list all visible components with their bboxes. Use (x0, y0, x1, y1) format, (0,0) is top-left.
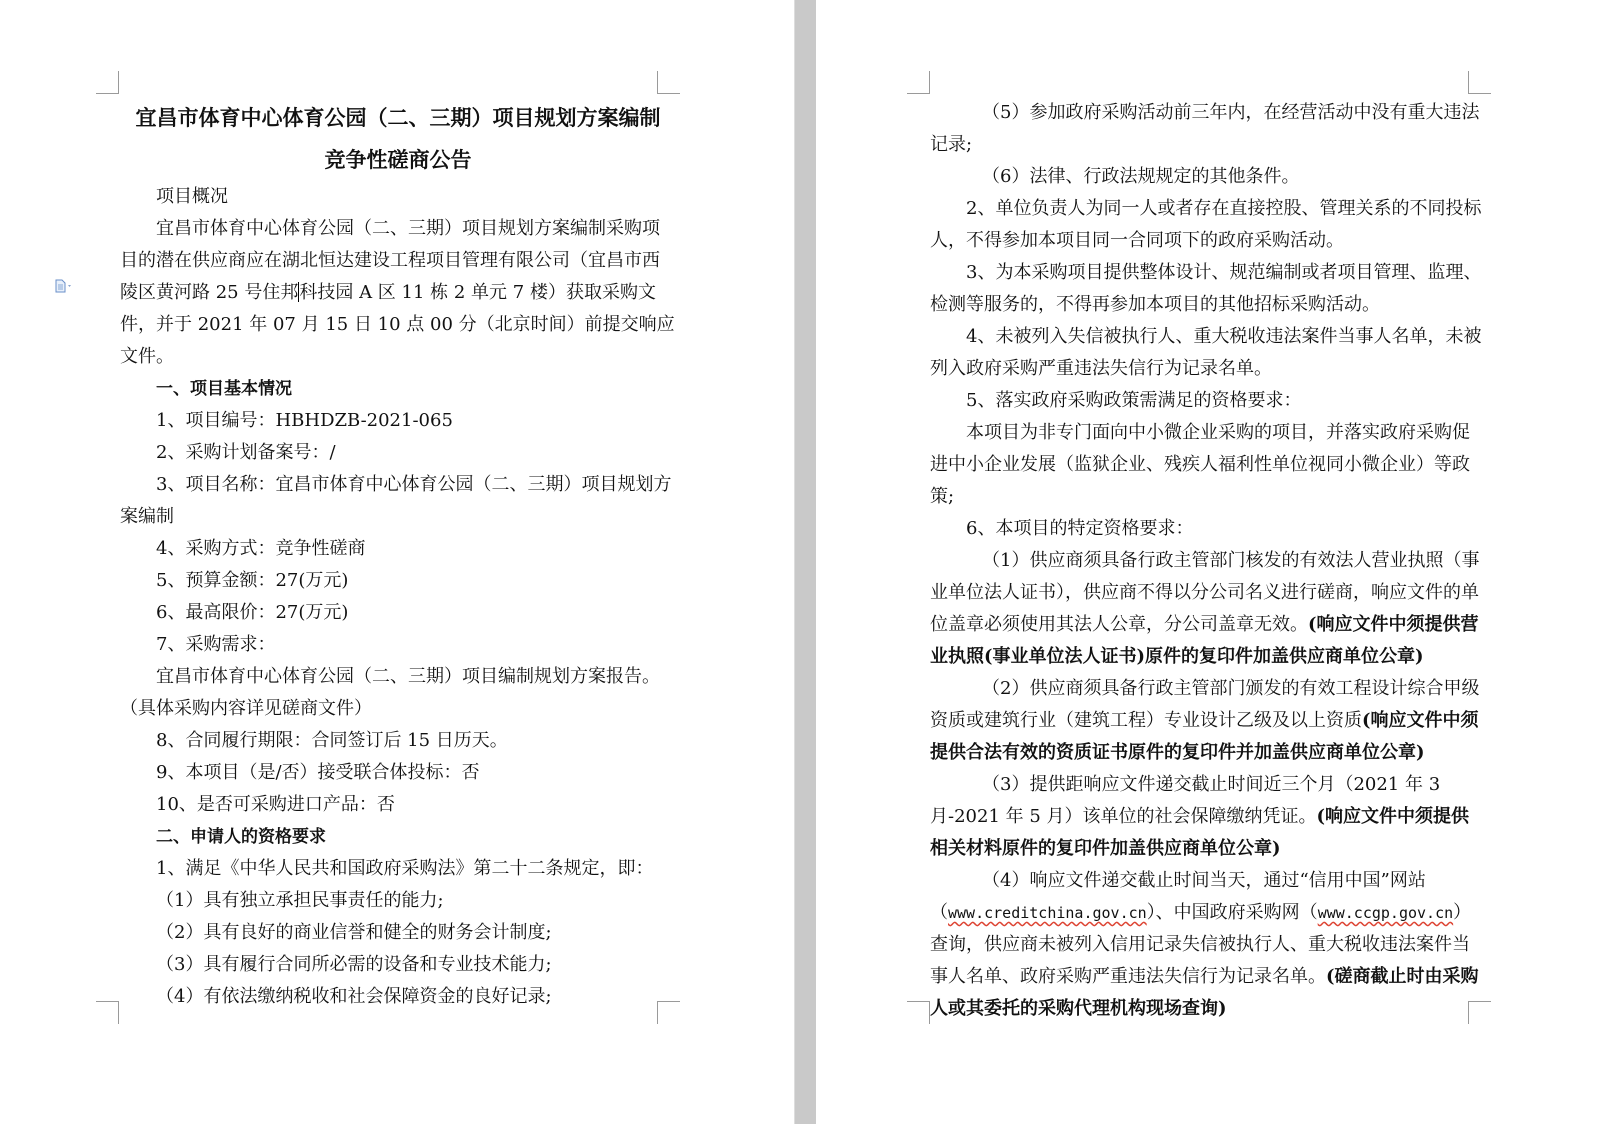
margin-corner-top-left (907, 71, 930, 94)
item-2: 2、采购计划备案号：/ (156, 442, 336, 463)
ccgp-link[interactable]: www.ccgp.gov.cn (1317, 904, 1454, 922)
special-req-2-text: （2）供应商须具备行政主管部门颁发的有效工程设计综合甲级资质或建筑行业（建筑工程）专业设计乙级及以上资质 (930, 678, 1480, 731)
req-1-1: （1）具有独立承担民事责任的能力; (156, 890, 444, 911)
overview-paragraph (120, 213, 676, 373)
req-6: 6、本项目的特定资格要求： (966, 518, 1194, 539)
margin-corner-bottom-left (96, 1001, 119, 1024)
overview-text-b: 科技园 A 区 11 栋 2 单元 7 楼）获取采购文件，并于 2021 年 07 月 15 日 10 点 00 分（北京时间）前提交响应文件。 (120, 282, 675, 367)
overview-heading: 项目概况 (156, 186, 228, 207)
special-req-4-text-b: 查询，供应商未被列入信用记录失信被执行人、重大税收违法案件当事人名单、政府采购严重违法失信行为记录名单。 (930, 934, 1470, 987)
item-7: 7、采购需求： (156, 634, 276, 655)
item-4: 4、采购方式：竞争性磋商 (156, 538, 366, 559)
margin-corner-top-left (96, 71, 119, 94)
overview-text-a: 宜昌市体育中心体育公园（二、三期）项目规划方案编制采购项目的潜在供应商应在湖北恒达建设工程项目管理有限公司（宜昌市西陵区黄河路 25 号住邦 (120, 218, 660, 303)
document-page-right (816, 0, 1609, 1124)
item-6: 6、最高限价：27(万元) (156, 602, 349, 623)
special-req-2 (930, 673, 1486, 769)
item-10: 10、是否可采购进口产品：否 (156, 794, 395, 815)
margin-corner-bottom-left (907, 1001, 930, 1024)
req-1-4: （4）有依法缴纳税收和社会保障资金的良好记录; (156, 986, 552, 1007)
document-title-line2: 竞争性磋商公告 (324, 148, 472, 172)
req-2: 2、单位负责人为同一人或者存在直接控股、管理关系的不同投标人，不得参加本项目同一合同项下的政府采购活动。 (930, 198, 1482, 251)
item-3: 3、项目名称：宜昌市体育中心体育公园（二、三期）项目规划方案编制 (120, 474, 672, 527)
special-req-1-note: (响应文件中须提供营业执照(事业单位法人证书)原件的复印件加盖供应商单位公章) (930, 614, 1479, 667)
creditchina-link[interactable]: www.creditchina.gov.cn (948, 904, 1147, 922)
special-req-3 (930, 769, 1486, 865)
special-req-3-note: (响应文件中须提供相关材料原件的复印件加盖供应商单位公章) (930, 806, 1470, 859)
paren-close: ） (1453, 902, 1472, 923)
req-4: 4、未被列入失信被执行人、重大税收违法案件当事人名单，未被列入政府采购严重违法失信行为记录名单。 (930, 326, 1482, 379)
special-req-4 (930, 865, 1486, 1025)
document-title-line1: 宜昌市体育中心体育公园（二、三期）项目规划方案编制 (135, 106, 661, 130)
req-3: 3、为本采购项目提供整体设计、规范编制或者项目管理、监理、检测等服务的，不得再参加本项目的其他招标采购活动。 (930, 262, 1482, 315)
special-req-1-text: （1）供应商须具备行政主管部门核发的有效法人营业执照（事业单位法人证书），供应商不得以分公司名义进行磋商，响应文件的单位盖章必须使用其法人公章，分公司盖章无效。 (930, 550, 1480, 635)
req-1-5: （5）参加政府采购活动前三年内，在经营活动中没有重大违法记录; (930, 102, 1480, 155)
margin-corner-top-right (657, 71, 680, 94)
req-5: 5、落实政府采购政策需满足的资格要求： (966, 390, 1302, 411)
section-heading-2: 二、申请人的资格要求 (156, 827, 326, 847)
special-req-4-note: (磋商截止时由采购人或其委托的采购代理机构现场查询) (930, 966, 1479, 1019)
document-icon[interactable] (54, 279, 74, 293)
paren-open: （ (930, 902, 948, 923)
item-8: 8、合同履行期限：合同签订后 15 日历天。 (156, 730, 508, 751)
special-req-2-note: (响应文件中须提供合法有效的资质证书原件的复印件并加盖供应商单位公章) (930, 710, 1479, 763)
page-text-right[interactable] (930, 97, 1486, 1025)
req-1: 1、满足《中华人民共和国政府采购法》第二十二条规定，即： (156, 858, 654, 879)
item-5: 5、预算金额：27(万元) (156, 570, 349, 591)
req-5-text: 本项目为非专门面向中小微企业采购的项目，并落实政府采购促进中小企业发展（监狱企业、残疾人福利性单位视同小微企业）等政策; (930, 422, 1470, 507)
special-req-1 (930, 545, 1486, 673)
page-gutter (795, 0, 816, 1124)
item-9: 9、本项目（是/否）接受联合体投标：否 (156, 762, 480, 783)
req-1-6: （6）法律、行政法规规定的其他条件。 (982, 166, 1300, 187)
item-7-text: 宜昌市体育中心体育公园（二、三期）项目编制规划方案报告。（具体采购内容详见磋商文件） (120, 666, 660, 719)
req-1-3: （3）具有履行合同所必需的设备和专业技术能力; (156, 954, 552, 975)
margin-corner-top-right (1468, 71, 1491, 94)
page-text-left[interactable] (120, 97, 676, 1013)
section-heading-1: 一、项目基本情况 (156, 379, 292, 399)
item-1: 1、项目编号：HBHDZB-2021-065 (156, 410, 453, 431)
special-req-3-text: （3）提供距响应文件递交截止时间近三个月（2021 年 3 月-2021 年 5 月）该单位的社会保障缴纳凭证。 (930, 774, 1441, 827)
req-1-2: （2）具有良好的商业信誉和健全的财务会计制度; (156, 922, 552, 943)
document-page-left (0, 0, 795, 1124)
special-req-4-mid: ）、中国政府采购网（ (1146, 902, 1318, 923)
special-req-4-text-a: （4）响应文件递交截止时间当天，通过“信用中国”网站 (982, 870, 1426, 891)
